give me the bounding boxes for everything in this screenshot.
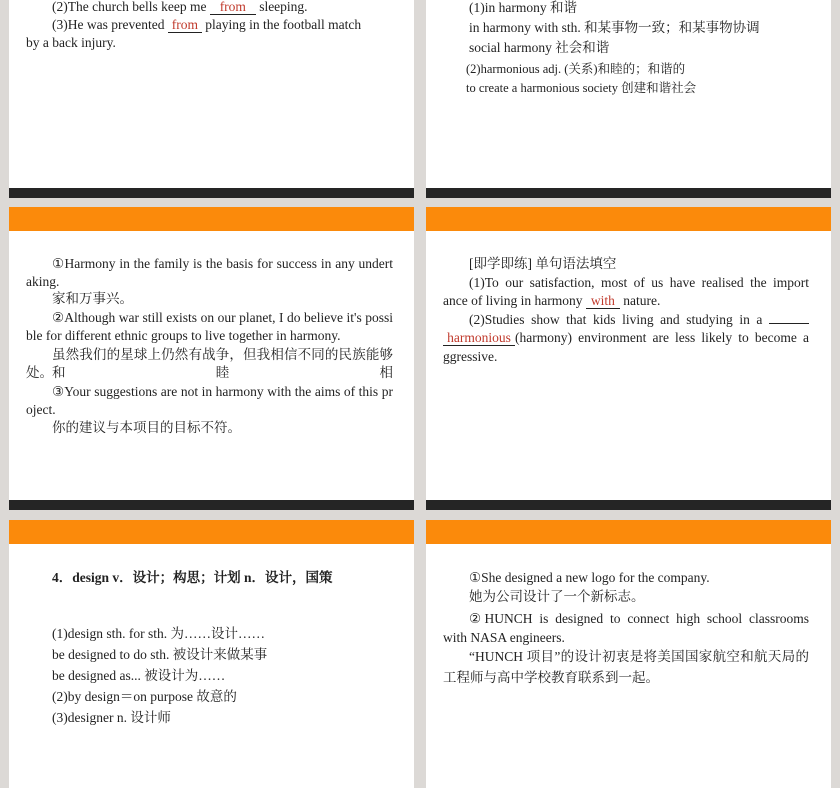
sentence-text: ance of living in harmony	[443, 293, 586, 308]
sentence-text: (2)Studies show that kids living and studying in a	[469, 312, 769, 327]
slide-footer-bar	[9, 500, 414, 510]
text-line: 家和万事兴。	[52, 291, 133, 306]
text-line: 4．design v．设计；构思；计划 n．设计，国策	[52, 570, 333, 585]
slide-header-bar	[426, 207, 831, 231]
text-line: (2)harmonious adj. (关系)和睦的；和谐的	[466, 62, 686, 76]
text-line	[52, 16, 361, 34]
text-line: aking.	[26, 274, 60, 289]
text-line: 她为公司设计了一个新标志。	[469, 589, 645, 604]
text-line: in harmony with sth. 和某事物一致；和某事物协调	[469, 20, 760, 35]
sentence-text: (2)The church bells keep me	[52, 0, 210, 14]
text-line: social harmony 社会和谐	[469, 40, 610, 55]
answer-blank: with	[586, 294, 620, 309]
text-line: by a back injury.	[26, 35, 116, 50]
answer-blank: from	[210, 0, 256, 15]
sentence-text: nature.	[619, 293, 661, 308]
text-line: [即学即练] 单句语法填空	[469, 256, 617, 271]
text-line: (1)To our satisfaction, most of us have realised the import	[469, 275, 809, 290]
slide-header-bar	[426, 520, 831, 544]
text-line: ①She designed a new logo for the company.	[469, 570, 710, 585]
text-line: 处。	[26, 365, 53, 380]
answer-blank: harmonious	[443, 331, 515, 346]
slide-footer-bar	[426, 188, 831, 198]
text-line: ③Your suggestions are not in harmony with the aims of this pr	[52, 384, 393, 399]
sentence-text: (harmony) environment are less likely to become a	[515, 330, 809, 345]
text-line: ①Harmony in the family is the basis for success in any undert	[52, 256, 393, 271]
text-line: 工程师与高中学校教育联系到一起。	[443, 670, 659, 685]
answer-blank: from	[168, 18, 202, 33]
slide-footer-bar	[426, 500, 831, 510]
text-line: oject.	[26, 402, 56, 417]
text-line: (1)design sth. for sth. 为……设计……	[52, 626, 265, 641]
text-line: be designed to do sth. 被设计来做某事	[52, 647, 268, 662]
slide-header-bar	[9, 207, 414, 231]
sentence-text: (3)He was prevented	[52, 17, 168, 32]
text-line: ②HUNCH is designed to connect high school classrooms	[469, 611, 809, 626]
text-line	[443, 292, 660, 310]
text-line: (2)by design＝on purpose 故意的	[52, 689, 237, 704]
text-line: ②Although war still exists on our planet, I do believe it's possi	[52, 310, 393, 325]
text-line: 虽然我们的星球上仍然有战争，但我相信不同的民族能够和睦相	[52, 347, 393, 380]
sentence-text: playing in the football match	[201, 17, 362, 32]
text-line	[469, 311, 809, 329]
text-line	[443, 329, 809, 347]
text-line: (3)designer n. 设计师	[52, 710, 171, 725]
slide-footer-bar	[9, 188, 414, 198]
text-line	[52, 0, 308, 16]
text-line: 你的建议与本项目的目标不符。	[52, 420, 241, 435]
sentence-text: sleeping.	[255, 0, 308, 14]
answer-blank	[769, 323, 809, 324]
text-line: be designed as... 被设计为……	[52, 668, 226, 683]
text-line: to create a harmonious society 创建和谐社会	[466, 81, 697, 95]
text-line: with NASA engineers.	[443, 630, 565, 645]
text-line: ble for different ethnic groups to live together in harmony.	[26, 328, 341, 343]
text-line: ggressive.	[443, 349, 498, 364]
text-line: “HUNCH 项目”的设计初衷是将美国国家航空和航天局的	[469, 649, 809, 664]
slide-header-bar	[9, 520, 414, 544]
text-line: (1)in harmony 和谐	[469, 0, 577, 15]
